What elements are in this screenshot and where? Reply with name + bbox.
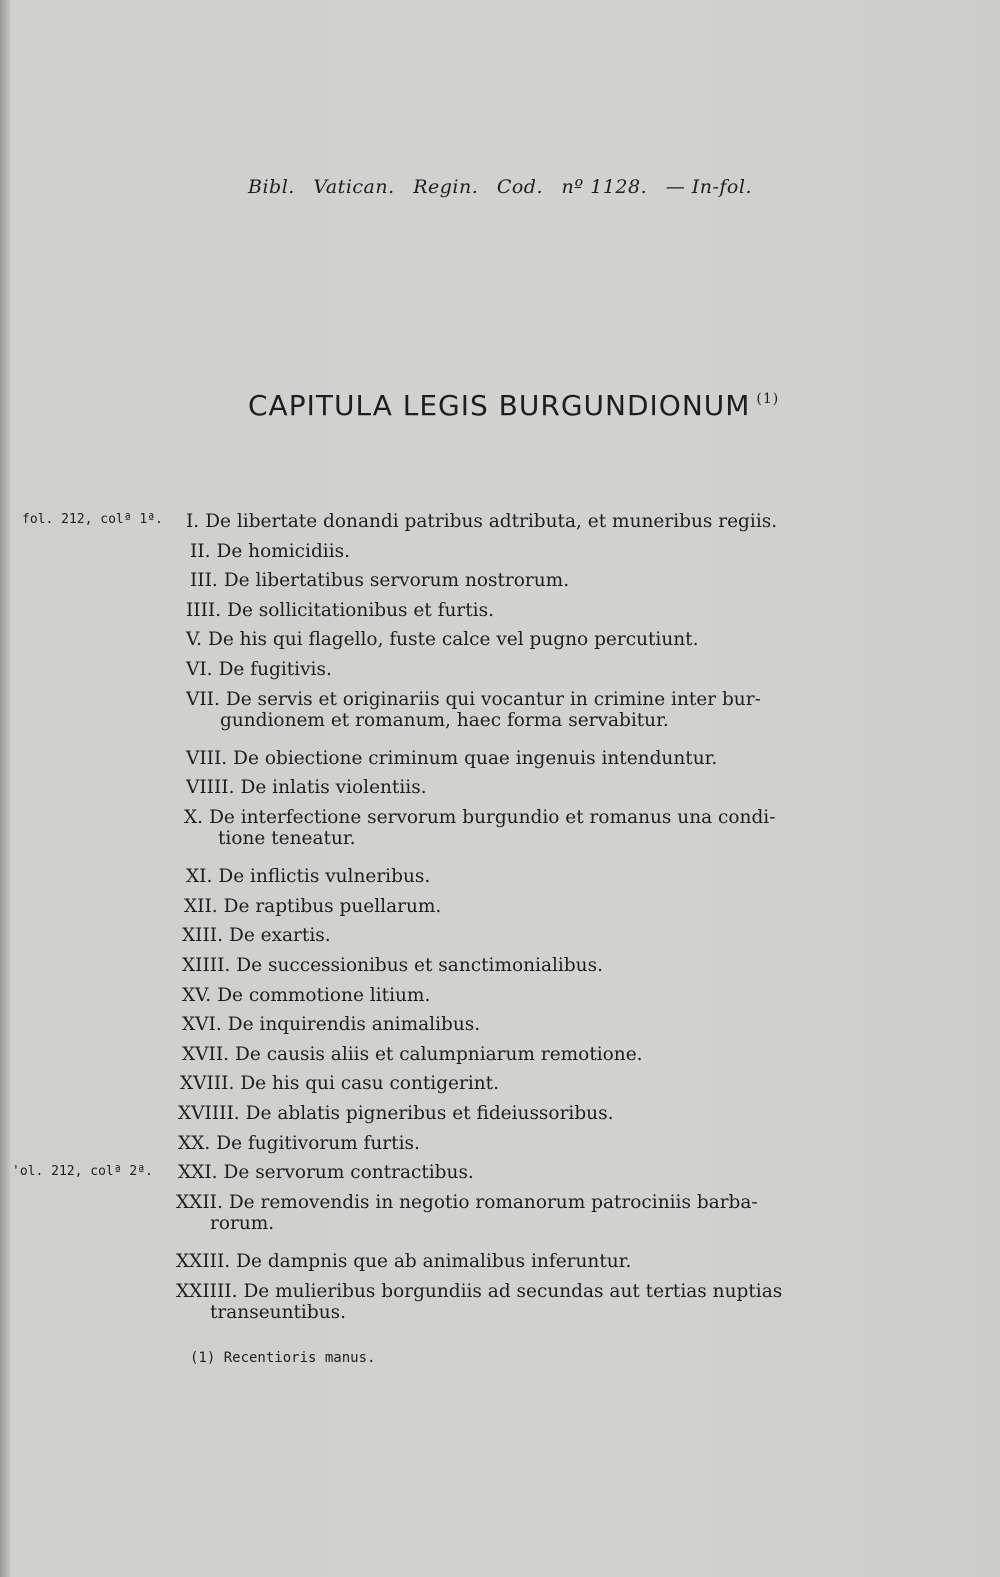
chapter-first-line — [190, 570, 569, 591]
chapter-first-line — [176, 1251, 631, 1272]
chapter-number: XV. — [182, 984, 212, 1006]
chapter-number: VII. — [186, 688, 220, 710]
chapter-title: De mulieribus borgundiis ad secundas aut tertias nuptias — [243, 1280, 783, 1302]
page-spine-shadow — [0, 0, 10, 1577]
chapter-number: XXI. — [178, 1162, 218, 1184]
chapter-first-line — [190, 541, 350, 562]
chapter-first-line — [182, 925, 331, 946]
header-cod: Cod. — [496, 176, 543, 198]
chapter-title-continuation: gundionem et romanum, haec forma servabitur. — [220, 709, 669, 731]
header-number: nº 1128. — [561, 176, 648, 198]
chapter-item — [178, 1103, 613, 1124]
chapter-number: I. — [186, 511, 200, 532]
chapter-title: De fugitivis. — [218, 659, 332, 680]
chapter-title: De raptibus puellarum. — [223, 895, 442, 917]
chapter-title: De his qui casu contigerint. — [240, 1073, 499, 1095]
chapter-title: De servis et originariis qui vocantur in crimine inter bur- — [225, 688, 761, 710]
chapter-title-continuation: transeuntibus. — [210, 1301, 346, 1323]
chapter-item — [182, 925, 331, 946]
chapter-first-line — [186, 777, 427, 798]
chapter-number: III. — [190, 570, 218, 592]
chapter-item — [176, 1281, 782, 1323]
chapter-first-line — [186, 600, 494, 621]
header-regin: Regin. — [413, 176, 479, 198]
chapter-first-line — [184, 896, 441, 917]
chapter-item — [186, 777, 427, 798]
chapter-number: XII. — [184, 895, 218, 917]
header-format: — In-fol. — [665, 176, 752, 198]
chapter-first-line — [182, 955, 603, 976]
chapter-number: VIII. — [186, 747, 228, 769]
chapter-first-line — [186, 689, 761, 710]
chapter-first-line — [180, 1073, 499, 1094]
chapter-title: De successionibus et sanctimonialibus. — [236, 955, 603, 976]
chapter-number: VI. — [186, 659, 213, 680]
chapter-first-line — [186, 866, 430, 887]
chapter-item — [186, 689, 761, 731]
page-header — [0, 176, 1000, 198]
chapter-first-line — [186, 748, 717, 769]
chapter-number: XVII. — [182, 1043, 230, 1065]
chapter-item — [176, 1251, 631, 1272]
chapter-number: X. — [184, 807, 204, 828]
chapter-title: De removendis in negotio romanorum patrociniis barba- — [228, 1191, 758, 1213]
chapter-number: XIIII. — [182, 955, 231, 976]
chapter-title: De inlatis violentiis. — [240, 777, 427, 799]
chapter-item — [186, 600, 494, 621]
title-note-ref: (1) — [756, 391, 780, 407]
chapter-number: V. — [186, 629, 203, 651]
chapter-title: De sollicitationibus et furtis. — [227, 599, 494, 621]
chapter-title: De servorum contractibus. — [223, 1162, 474, 1184]
header-vatican: Vatican. — [313, 176, 395, 198]
footnote: (1) Recentioris manus. — [190, 1350, 376, 1366]
chapter-number: XVIIII. — [178, 1103, 240, 1124]
chapter-number: IIII. — [186, 599, 222, 621]
chapter-first-line — [186, 629, 698, 650]
chapter-item — [186, 748, 717, 769]
chapter-first-line — [182, 985, 430, 1006]
chapter-title: De causis aliis et calumpniarum remotione. — [235, 1043, 643, 1065]
chapter-number: XXIII. — [176, 1251, 231, 1272]
chapter-first-line — [186, 659, 332, 680]
chapter-title: De homicidiis. — [216, 540, 351, 562]
chapter-number: XX. — [178, 1132, 211, 1154]
chapter-first-line — [182, 1044, 643, 1065]
chapter-item — [182, 985, 430, 1006]
chapter-item — [176, 1192, 758, 1234]
chapter-title: De obiectione criminum quae ingenuis intenduntur. — [233, 747, 718, 769]
chapter-item — [190, 541, 350, 562]
margin-note-col2: 'ol. 212, colª 2ª. — [12, 1164, 153, 1179]
chapter-item — [186, 629, 698, 650]
chapter-title: De inquirendis animalibus. — [227, 1014, 481, 1036]
chapter-number: XXIIII. — [176, 1280, 238, 1302]
chapter-number: II. — [190, 540, 211, 562]
chapter-item — [182, 955, 603, 976]
chapter-first-line — [184, 807, 775, 828]
chapter-title: De libertatibus servorum nostrorum. — [223, 570, 570, 592]
chapter-number: XI. — [186, 866, 213, 888]
chapter-title: De exartis. — [228, 925, 331, 947]
chapter-title-continuation: rorum. — [210, 1212, 275, 1234]
chapter-title: De dampnis que ab animalibus inferuntur. — [236, 1251, 632, 1272]
chapter-title: De libertate donandi patribus adtributa, et muneribus regiis. — [205, 511, 778, 532]
chapter-first-line — [178, 1103, 613, 1124]
chapter-number: VIIII. — [186, 777, 235, 799]
chapter-first-line — [182, 1014, 480, 1035]
chapter-first-line — [176, 1192, 758, 1213]
page-title — [248, 389, 868, 422]
chapter-number: XVI. — [182, 1014, 222, 1036]
chapter-title: De commotione litium. — [217, 984, 431, 1006]
chapter-item — [186, 511, 777, 532]
chapter-number: XXII. — [176, 1191, 223, 1213]
chapter-number: XVIII. — [180, 1073, 235, 1095]
title-text: CAPITULA LEGIS BURGUNDIONUM — [248, 389, 751, 422]
chapter-item — [180, 1073, 499, 1094]
chapter-first-line — [186, 511, 777, 532]
chapter-item — [182, 1014, 480, 1035]
chapter-first-line — [178, 1162, 474, 1183]
chapter-first-line — [176, 1281, 782, 1302]
chapter-item — [184, 807, 775, 849]
chapter-item — [186, 866, 430, 887]
margin-note-col1: fol. 212, colª 1ª. — [22, 512, 163, 527]
chapter-title-continuation: tione teneatur. — [218, 828, 356, 849]
chapter-number: XIII. — [182, 925, 223, 947]
chapter-item — [178, 1162, 474, 1183]
chapter-item — [190, 570, 569, 591]
chapter-title: De inflictis vulneribus. — [218, 866, 431, 888]
chapter-item — [178, 1133, 420, 1154]
header-bibl: Bibl. — [248, 176, 295, 198]
chapter-title: De his qui flagello, fuste calce vel pugno percutiunt. — [208, 629, 699, 651]
chapter-item — [186, 659, 332, 680]
chapter-title: De interfectione servorum burgundio et romanus una condi- — [209, 807, 776, 828]
chapter-first-line — [178, 1133, 420, 1154]
chapter-title: De ablatis pigneribus et fideiussoribus. — [245, 1103, 614, 1124]
chapter-item — [182, 1044, 643, 1065]
chapter-title: De fugitivorum furtis. — [216, 1132, 420, 1154]
chapter-item — [184, 896, 441, 917]
